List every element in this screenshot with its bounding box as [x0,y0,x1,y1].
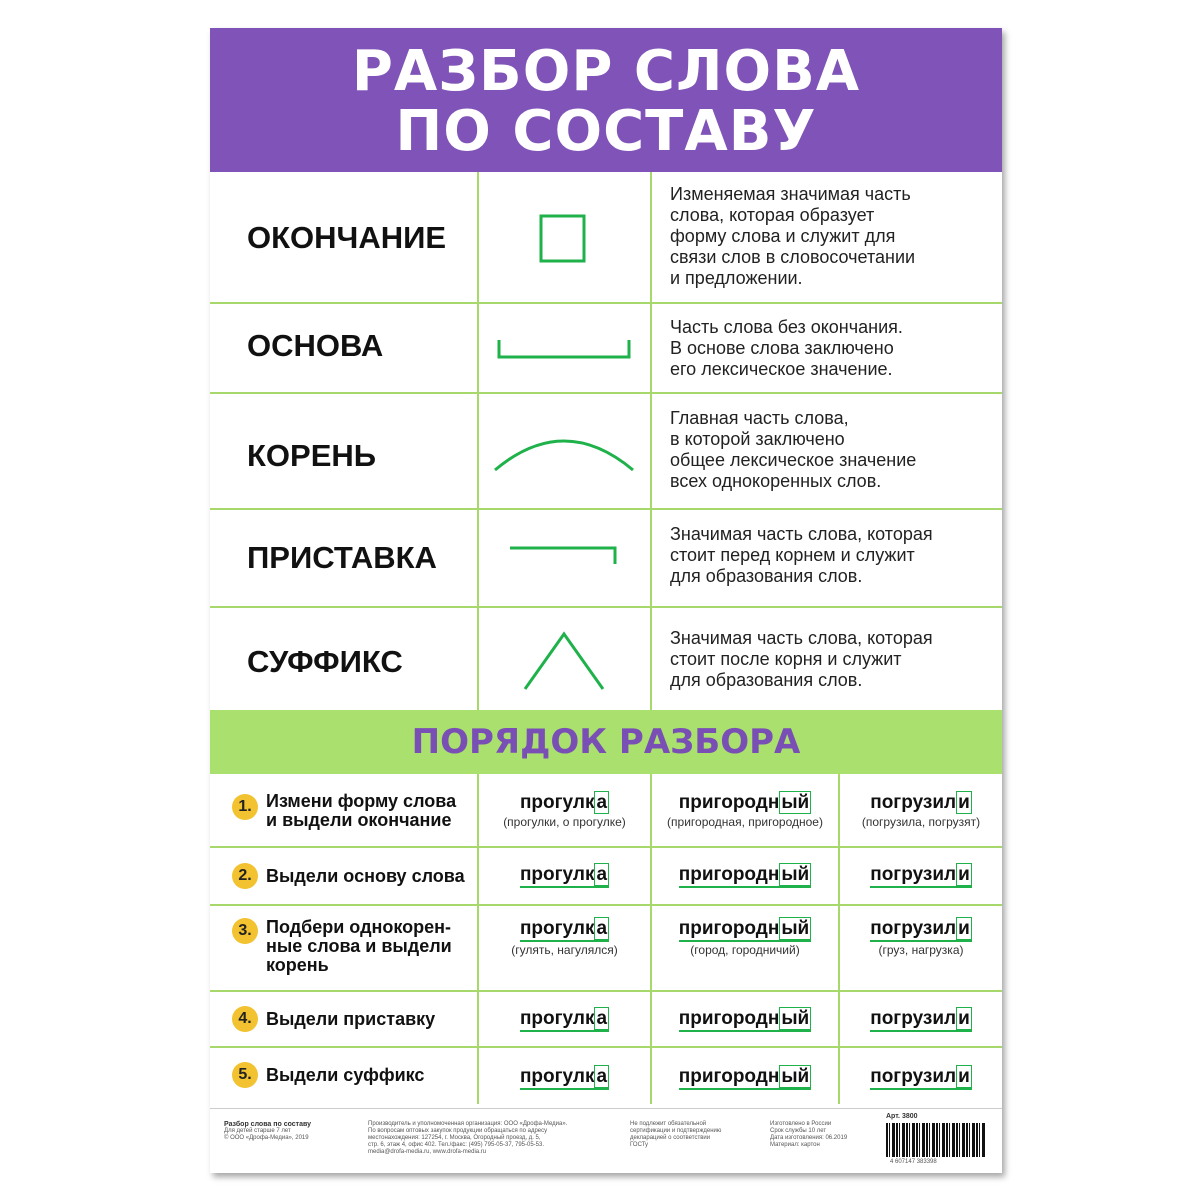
term-name: ОКОНЧАНИЕ [247,220,447,255]
order-title: ПОРЯДОК РАЗБОРА [411,722,801,762]
root-arc-icon [492,430,636,474]
footer-made: Изготовлено в России Срок службы 10 лет Дата изготовления: 06.2019 Материал: картон [770,1121,848,1148]
word-cell: пригородн ый (город, городничий) [678,918,810,957]
term-name: КОРЕНЬ [247,438,377,473]
poster-footer [210,1108,1002,1174]
barcode [886,1123,986,1157]
step-text: Подбери однокорен- ные слова и выдели корень [266,917,452,975]
step-row-2 [210,848,1002,906]
title-line-1: РАЗБОР СЛОВА [351,39,861,104]
word-cell: прогулк а [479,1008,650,1032]
step-text: Измени форму слова и выдели окончание [266,791,457,830]
term-row-stem [210,304,1002,394]
step-number-badge: 2. [232,863,258,889]
word-cell: погрузил и (погрузила, погрузят) [861,792,981,829]
footer-maker: Производитель и уполномоченная организация: ООО «Дрофа-Медиа». По вопросам оптовых закупок продукции обращаться по адресу местонахождения: 127254, г. Москва, Огородный проезд, д. 5, стр. 6, этаж 4, офис 402. Тел./факс: (495) 795-05-37, 795-05-53. media@drofa-media.ru, www.drofa-media.ru [368,1121,568,1155]
order-band [210,710,1002,774]
word-cell: прогулк а (прогулки, о прогулке) [503,792,626,829]
term-row-prefix [210,510,1002,608]
word-cell: пригородн ый [652,1066,838,1090]
term-name: ПРИСТАВКА [247,540,437,575]
word-cell: погрузил и [840,1066,1002,1090]
suffix-caret-icon [522,630,606,692]
word-cell: погрузил и [840,1008,1002,1032]
article-number: Арт. 3800 [886,1113,918,1120]
term-row-root [210,394,1002,510]
term-desc: Значимая часть слова, которая стоит после корня и служит для образования слов. [670,628,933,690]
step-number-badge: 3. [232,918,258,944]
terms-table [210,172,1002,710]
word-cell: прогулк а [479,1066,650,1090]
poster [210,28,1002,1173]
word-cell: погрузил и (груз, нагрузка) [870,918,970,957]
step-number-badge: 4. [232,1006,258,1032]
footer-cert: Не подлежит обязательной сертификации и подтверждению декларацией о соответствии ГОСТу [630,1121,722,1148]
step-row-1 [210,774,1002,848]
word-cell: прогулк а [479,864,650,888]
step-row-5 [210,1048,1002,1104]
term-desc: Главная часть слова, в которой заключено общее лексическое значение всех однокоренных слов. [670,408,917,491]
step-row-4 [210,992,1002,1048]
step-text: Выдели приставку [266,1009,436,1029]
term-row-ending [210,172,1002,304]
word-cell: пригородн ый [652,864,838,888]
word-cell: пригородн ый [652,1008,838,1032]
stem-bracket-icon [496,338,632,360]
step-row-3 [210,906,1002,992]
prefix-corner-icon [508,544,620,566]
title-line-2: ПО СОСТАВУ [395,99,817,164]
term-row-suffix [210,608,1002,710]
footer-imprint: Разбор слова по составу Для детей старше 7 лет © ООО «Дрофа-Медиа», 2019 [224,1121,312,1141]
word-cell: пригородн ый (пригородная, пригородное) [667,792,823,829]
term-name: ОСНОВА [247,328,384,363]
poster-header [210,28,1002,172]
term-name: СУФФИКС [247,644,403,679]
step-text: Выдели основу слова [266,866,465,886]
word-cell: погрузил и [840,864,1002,888]
word-cell: прогулк а (гулять, нагулялся) [511,918,618,957]
term-desc: Значимая часть слова, которая стоит перед корнем и служит для образования слов. [670,524,933,586]
term-desc: Изменяемая значимая часть слова, которая образует форму слова и служит для связи слов в словосочетании и предложении. [670,184,916,288]
step-number-badge: 1. [232,794,258,820]
step-number-badge: 5. [232,1062,258,1088]
term-desc: Часть слова без окончания. В основе слова заключено его лексическое значение. [670,317,903,379]
step-text: Выдели суффикс [266,1065,425,1085]
barcode-digits: 4 607147 383398 [890,1159,937,1165]
ending-square-icon [539,214,587,264]
